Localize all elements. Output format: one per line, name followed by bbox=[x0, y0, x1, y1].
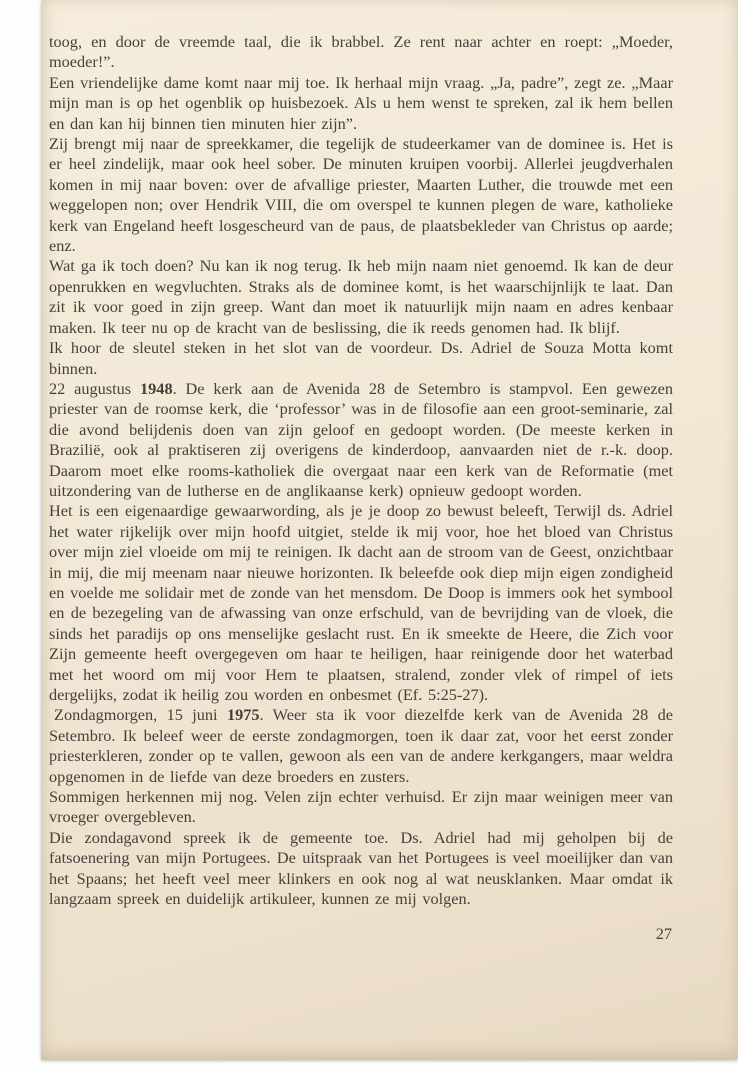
paragraph-4: Wat ga ik toch doen? Nu kan ik nog terug. Ik heb mijn naam niet genoemd. Ik kan de deur openrukken en wegvluchten. Straks als de dominee komt, is het waarschijnlijk te laat. Dan zit ik voor goed in zijn greep. Want dan moet ik natuurlijk mijn naam en adres kenbaar maken. Ik teer nu op de kracht van de beslissing, die ik reeds genomen had. Ik blijf. bbox=[49, 256, 673, 337]
paragraph-10: Die zondagavond spreek ik de gemeente toe. Ds. Adriel had mij geholpen bij de fatsoenering van mijn Portugees. De uitspraak van het Portugees is veel moeilijker dan van het Spaans; het heeft veel meer klinkers en ook nog al wat neusklanken. Maar omdat ik langzaam spreek en duidelijk artikuleer, kunnen ze mij volgen. bbox=[49, 827, 673, 909]
paragraph-9: Sommigen herkennen mij nog. Velen zijn echter verhuisd. Er zijn maar weinigen meer van vroeger overgebleven. bbox=[49, 787, 673, 827]
year-1975: 1975 bbox=[226, 705, 260, 725]
page-number: 27 bbox=[655, 924, 672, 944]
text-block bbox=[49, 32, 673, 945]
paragraph-6-date: 22 augustus bbox=[49, 378, 141, 398]
paragraph-7: Het is een eigenaardige gewaarwording, als je je doop zo bewust beleeft, Terwijl ds. Adriel het water rijkelijk over mijn hoofd uitgiet, stelde ik mij voor, hoe het bloed van Christus over mijn ziel vloeide om mij te reinigen. Ik dacht aan de stroom van de Geest, onzichtbaar in mij, die mij meenam naar nieuwe horizonten. Ik beleefde ook diep mijn eigen zondigheid en voelde me solidair met de zonde van het mensdom. De Doop is immers ook het symbool en de bezegeling van de afwassing van onze erfschuld, van de bevrijding van de vloek, die sinds het paradijs op ons menselijke geslacht rust. En ik smeekte de Heere, die Zich voor Zijn gemeente heeft overgegeven om haar te heiligen, haar reinigende door het waterbad met het woord om mij voor Hem te plaatsen, stralend, zonder vlek of rimpel of iets dergelijks, zodat ik heilig zou worden en onbesmet (Ef. 5:25-27). bbox=[49, 501, 673, 704]
paragraph-3: Zij brengt mij naar de spreekkamer, die tegelijk de studeerkamer van de dominee is. Het is er heel zindelijk, maar ook heel sober. De minuten kruipen voorbij. Allerlei jeugdverhalen komen in mij naar boven: over de afvallige priester, Maarten Luther, die trouwde met een weggelopen non; over Hendrik VIII, die om overspel te kunnen plegen de ware, katholieke kerk van Engeland heeft losgescheurd van de paus, de plaatsbekleder van Christus op aarde; enz. bbox=[49, 134, 673, 256]
book-page bbox=[41, 0, 738, 1059]
year-1948: 1948 bbox=[140, 378, 173, 398]
paragraph-6 bbox=[49, 379, 673, 501]
paragraph-8 bbox=[49, 705, 673, 787]
paragraph-5: Ik hoor de sleutel steken in het slot van de voordeur. Ds. Adriel de Souza Motta komt binnen. bbox=[49, 338, 673, 378]
paragraph-8-body: . Weer sta ik voor diezelfde kerk van de Avenida 28 de Setembro. Ik beleef weer de eerste zondagmorgen, toen ik daar zat, voor het eerst zonder priesterkleren, zonder op te vallen, gewoon als een van de andere kerkgangers, maar weldra opgenomen in de liefde van deze broeders en zusters. bbox=[49, 705, 673, 786]
paragraph-2: Een vriendelijke dame komt naar mij toe. Ik herhaal mijn vraag. „Ja, padre”, zegt ze. „Maar mijn man is op het ogenblik op huisbezoek. Als u hem wenst te spreken, zal ik hem bellen en dan kan hij binnen tien minuten hier zijn”. bbox=[49, 72, 673, 133]
paragraph-1: toog, en door de vreemde taal, die ik brabbel. Ze rent naar achter en roept: „Moeder, moeder!”. bbox=[49, 32, 673, 72]
paragraph-6-body: . De kerk aan de Avenida 28 de Setembro is stampvol. Een gewezen priester van de roomse kerk, die ‘professor’ was in de filosofie aan een groot-seminarie, zal die avond belijdenis doen van zijn geloof en gedoopt worden. (De meeste kerken in Brazilië, ook al praktiseren zij overigens de kinderdoop, aanvaarden niet de r.-k. doop. Daarom moet elke rooms-katholiek die overgaat naar een kerk van de Reformatie (met uitzondering van de lutherse en de anglikaanse kerk) opnieuw gedoopt worden. bbox=[49, 378, 673, 500]
paragraph-8-date: Zondagmorgen, 15 juni bbox=[54, 705, 227, 725]
